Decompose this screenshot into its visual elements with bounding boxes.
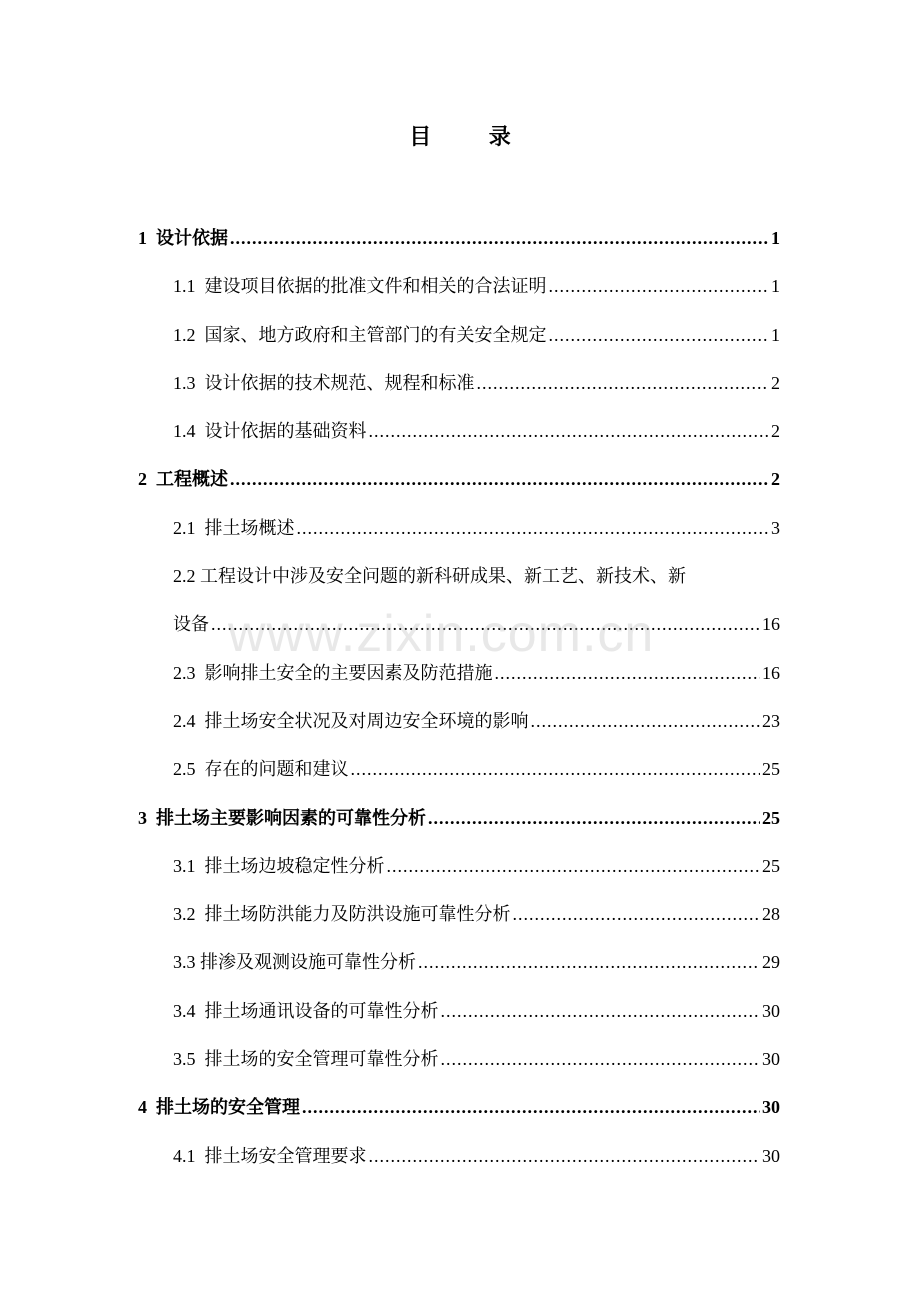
- dot-leader: [513, 890, 761, 938]
- toc-entry-1-1[interactable]: [138, 262, 780, 310]
- dot-leader: [418, 938, 760, 986]
- toc-entry-text: 设计依据的技术规范、规程和标准: [204, 372, 475, 393]
- toc-entry-text: 排土场安全状况及对周边安全环境的影响: [204, 710, 529, 731]
- toc-entry-page: 2: [771, 469, 780, 490]
- dot-leader: [477, 359, 770, 407]
- toc-entry-3-2[interactable]: [138, 890, 780, 938]
- toc-entry-page: 23: [762, 710, 780, 731]
- toc-entry-number: 3.5: [173, 1049, 205, 1070]
- toc-title: 目 录: [409, 124, 537, 149]
- toc-entry-3[interactable]: [138, 794, 780, 842]
- toc-entry-1-3[interactable]: [138, 359, 780, 407]
- toc-entry-2[interactable]: [138, 455, 780, 503]
- toc-entry-text: 设计依据: [156, 228, 228, 248]
- toc-entry-page: 30: [762, 1049, 780, 1070]
- toc-entry-number: 1.4: [173, 421, 205, 442]
- toc-entry-1-2[interactable]: [138, 311, 780, 359]
- toc-entry-2-1[interactable]: [138, 504, 780, 552]
- toc-entry-text: 存在的问题和建议: [204, 759, 349, 780]
- toc-entry-number: 2.1: [173, 517, 205, 538]
- toc-entry-text-continued: 设备: [173, 614, 209, 635]
- toc-entry-page: 2: [771, 421, 780, 442]
- toc-entry-text: 国家、地方政府和主管部门的有关安全规定: [204, 324, 547, 345]
- dot-leader: [549, 311, 770, 359]
- toc-entry-page: 29: [762, 952, 780, 973]
- toc-entry-text: 建设项目依据的批准文件和相关的合法证明: [204, 276, 547, 297]
- toc-entry-page: 25: [762, 759, 780, 780]
- toc-entry-1-4[interactable]: [138, 407, 780, 455]
- toc-entry-text: 排土场的安全管理可靠性分析: [204, 1049, 439, 1070]
- toc-entry-page: 16: [762, 662, 780, 683]
- toc-entry-page: 25: [762, 855, 780, 876]
- toc-entry-1[interactable]: [138, 214, 780, 262]
- dot-leader: [351, 745, 761, 793]
- toc-entry-page: 30: [762, 1145, 780, 1166]
- watermark: www.zixin.com.cn: [228, 605, 655, 663]
- toc-entry-text: 工程概述: [156, 469, 228, 490]
- toc-entry-text: 排土场边坡稳定性分析: [204, 855, 385, 876]
- dot-leader: [549, 262, 770, 310]
- toc-entry-text: 排土场防洪能力及防洪设施可靠性分析: [204, 904, 511, 925]
- toc-entry-page: 30: [762, 1097, 780, 1118]
- toc-entry-text: 设计依据的基础资料: [204, 421, 367, 442]
- toc-entry-number: 3: [138, 807, 156, 828]
- toc-entry-number: 2: [138, 469, 156, 490]
- dot-leader: [369, 407, 770, 455]
- dot-leader: [441, 987, 761, 1035]
- dot-leader: [428, 794, 760, 842]
- dot-leader: [297, 504, 770, 552]
- dot-leader: [531, 697, 761, 745]
- table-of-contents: [138, 214, 780, 1180]
- toc-entry-text: 排土场安全管理要求: [204, 1145, 367, 1166]
- toc-entry-4-1[interactable]: [138, 1132, 780, 1180]
- toc-entry-number: 3.1: [173, 855, 205, 876]
- toc-entry-page: 16: [762, 614, 780, 635]
- toc-entry-2-2[interactable]: [138, 552, 780, 600]
- toc-entry-3-3[interactable]: [138, 938, 780, 986]
- toc-entry-2-5[interactable]: [138, 745, 780, 793]
- toc-entry-2-4[interactable]: [138, 697, 780, 745]
- toc-entry-page: 1: [771, 228, 780, 248]
- toc-entry-text: 排土场通讯设备的可靠性分析: [204, 1000, 439, 1021]
- toc-entry-number: 3.4: [173, 1000, 205, 1021]
- toc-entry-number: 4: [138, 1097, 156, 1118]
- toc-entry-text: 排土场主要影响因素的可靠性分析: [156, 807, 426, 828]
- toc-entry-number: 2.4: [173, 710, 205, 731]
- toc-entry-number: 4.1: [173, 1145, 205, 1166]
- dot-leader: [369, 1132, 761, 1180]
- toc-entry-number: 3.3: [173, 952, 200, 973]
- toc-entry-number: 2.2: [173, 566, 200, 587]
- toc-entry-page: 3: [771, 517, 780, 538]
- toc-entry-text: 排土场概述: [204, 517, 295, 538]
- toc-entry-number: 3.2: [173, 904, 205, 925]
- toc-entry-number: 1: [138, 228, 156, 248]
- toc-entry-page: 2: [771, 372, 780, 393]
- toc-entry-4[interactable]: [138, 1083, 780, 1131]
- toc-entry-number: 1.2: [173, 324, 205, 345]
- toc-entry-number: 2.5: [173, 759, 205, 780]
- dot-leader: [230, 214, 769, 262]
- toc-entry-page: 1: [771, 276, 780, 297]
- toc-entry-text: 排渗及观测设施可靠性分析: [200, 952, 416, 973]
- toc-entry-text: 工程设计中涉及安全问题的新科研成果、新工艺、新技术、新: [200, 566, 686, 587]
- toc-entry-page: 1: [771, 324, 780, 345]
- dot-leader: [302, 1083, 760, 1131]
- toc-entry-number: 1.1: [173, 276, 205, 297]
- toc-entry-text: 影响排土安全的主要因素及防范措施: [204, 662, 493, 683]
- toc-entry-page: 30: [762, 1000, 780, 1021]
- toc-entry-page: 25: [762, 807, 780, 828]
- toc-entry-3-1[interactable]: [138, 842, 780, 890]
- dot-leader: [387, 842, 761, 890]
- toc-entry-text: 排土场的安全管理: [156, 1097, 300, 1118]
- toc-entry-number: 1.3: [173, 372, 205, 393]
- dot-leader: [441, 1035, 761, 1083]
- toc-entry-3-5[interactable]: [138, 1035, 780, 1083]
- dot-leader: [230, 455, 769, 503]
- toc-entry-number: 2.3: [173, 662, 205, 683]
- toc-entry-3-4[interactable]: [138, 987, 780, 1035]
- toc-entry-page: 28: [762, 904, 780, 925]
